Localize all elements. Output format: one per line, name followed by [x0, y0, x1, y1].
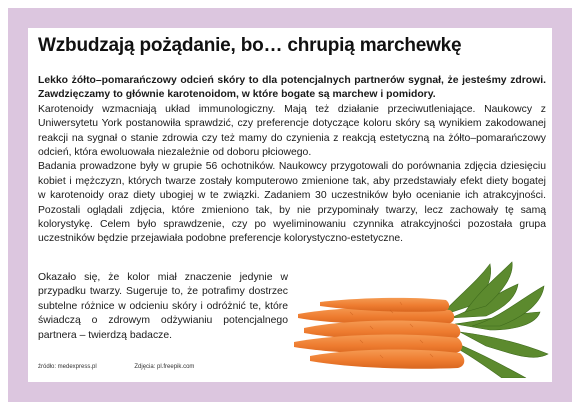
- paragraph-3: Okazało się, że kolor miał znaczenie jedynie w przypadku twarzy. Sugeruje to, że potrafimy dostrzec subtelne różnice w odcieniu skóry i odróżnić te, które świadczą o zdrowym odżywianiu potencjalnego partnera – twierdzą badacze.: [38, 272, 288, 341]
- article-body: [38, 74, 546, 247]
- paragraph-3-block: [38, 271, 288, 343]
- paragraph-2: Badania prowadzone były w grupie 56 ochotników. Naukowcy przygotowali do porównania zdjęcia dziesięciu kobiet i mężczyzn, których twarze zostały komputerowo zmienione tak, aby przedstawiały efekt diety bogatej w karotenoidy oraz diety ubogiej w te związki. Zadaniem 30 uczestników było ocenianie ich atrakcyjności. Pozostali oglądali zdjęcia, które zmieniono tak, by nie przypominały twarzy, lecz zachowały tę samą kolorystykę. Celem było sprawdzenie, czy po wyeliminowaniu czynnika atrakcyjności pozostała grupa uczestników będzie przejawiała podobne preferencje kolorystyczno-estetyczne.: [38, 161, 546, 245]
- article-card: [28, 28, 552, 382]
- photo-credit: Zdjęcia: pl.freepik.com: [134, 364, 195, 370]
- carrot-group: [294, 298, 464, 369]
- article-lead: Lekko żółto–pomarańczowy odcień skóry to dla potencjalnych partnerów sygnał, że jesteśmy zdrowi. Zawdzięczamy to głównie karotenoidom, w które bogate są marchew i pomidory.: [38, 75, 546, 101]
- carrots-image: [290, 254, 552, 378]
- source-credit: źródło: medexpress.pl: [38, 364, 97, 370]
- footer: [38, 364, 230, 370]
- article-title: Wzbudzają pożądanie, bo… chrupią marchewkę: [38, 35, 462, 56]
- paragraph-1: Karotenoidy wzmacniają układ immunologiczny. Mają też działanie przeciwutleniające. Naukowcy z Uniwersytetu York postanowiła sprawdzić, czy preferencje dotyczące koloru skóry są wynikiem zakodowanej reakcji na sygnał o stanie zdrowia czy też mamy do czynienia z reakcją estetyczną na żółto–pomarańczowy odcień, która ewoluowała niezależnie od doboru płciowego.: [38, 103, 546, 159]
- carrot-4: [310, 349, 464, 368]
